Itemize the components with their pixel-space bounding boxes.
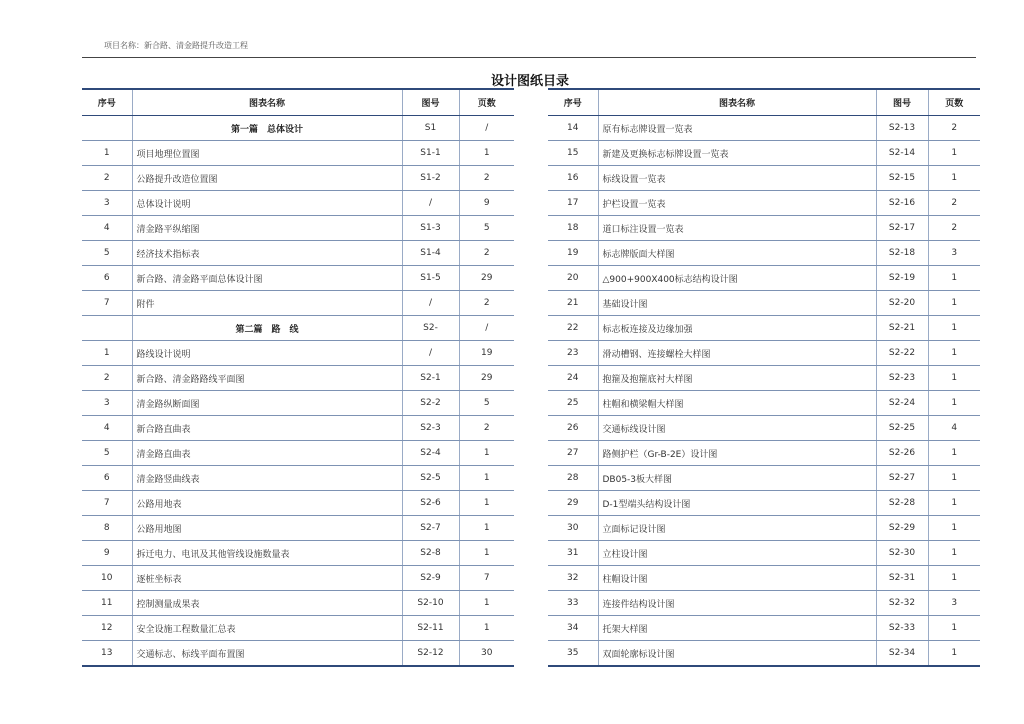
table-row <box>548 391 980 416</box>
cell-pages: 2 <box>928 191 980 216</box>
cell-seq: 7 <box>82 491 132 516</box>
cell-name: 抱箍及抱箍底衬大样图 <box>598 366 876 391</box>
table-row <box>548 116 980 141</box>
cell-seq: 28 <box>548 466 598 491</box>
cell-code: S2-8 <box>402 541 459 566</box>
cell-seq: 1 <box>82 341 132 366</box>
col-header-name: 图表名称 <box>132 89 402 116</box>
cell-name: 新合路、清金路平面总体设计图 <box>132 266 402 291</box>
cell-name: 公路提升改造位置图 <box>132 166 402 191</box>
cell-pages: 1 <box>459 441 514 466</box>
cell-pages: 9 <box>459 191 514 216</box>
cell-pages: 1 <box>928 541 980 566</box>
cell-code: S2-9 <box>402 566 459 591</box>
cell-seq: 30 <box>548 516 598 541</box>
cell-seq: 20 <box>548 266 598 291</box>
table-row <box>82 416 514 441</box>
cell-pages: 5 <box>459 391 514 416</box>
cell-name: 安全设施工程数量汇总表 <box>132 616 402 641</box>
cell-name: 项目地理位置图 <box>132 141 402 166</box>
cell-name: 第二篇 路 线 <box>132 316 402 341</box>
cell-seq: 1 <box>82 141 132 166</box>
table-row <box>548 366 980 391</box>
cell-code: S2-5 <box>402 466 459 491</box>
cell-pages: / <box>459 316 514 341</box>
cell-name: 清金路平纵缩图 <box>132 216 402 241</box>
cell-code: S2-29 <box>876 516 928 541</box>
section-row <box>82 316 514 341</box>
col-header-seq: 序号 <box>548 89 598 116</box>
cell-seq: 27 <box>548 441 598 466</box>
cell-name: 新合路、清金路路线平面图 <box>132 366 402 391</box>
table-row <box>82 366 514 391</box>
cell-name: 新合路直曲表 <box>132 416 402 441</box>
table-row <box>82 266 514 291</box>
cell-code: S2-21 <box>876 316 928 341</box>
cell-seq: 3 <box>82 391 132 416</box>
header-rule <box>82 57 976 58</box>
cell-seq <box>82 116 132 141</box>
cell-pages: 1 <box>928 466 980 491</box>
cell-name: 拆迁电力、电讯及其他管线设施数量表 <box>132 541 402 566</box>
table-row <box>82 166 514 191</box>
cell-pages: 30 <box>459 641 514 667</box>
cell-code: / <box>402 341 459 366</box>
cell-seq: 21 <box>548 291 598 316</box>
cell-name: 清金路竖曲线表 <box>132 466 402 491</box>
cell-code: S2-20 <box>876 291 928 316</box>
cell-name: △900+900X400标志结构设计图 <box>598 266 876 291</box>
cell-pages: 1 <box>928 341 980 366</box>
cell-seq: 17 <box>548 191 598 216</box>
cell-code: S2-13 <box>876 116 928 141</box>
cell-pages: 2 <box>459 416 514 441</box>
table-row <box>82 391 514 416</box>
cell-seq: 2 <box>82 366 132 391</box>
document-title: 设计图纸目录 <box>490 74 569 89</box>
cell-pages: 1 <box>459 141 514 166</box>
table-row <box>82 591 514 616</box>
table-row <box>82 241 514 266</box>
cell-seq: 5 <box>82 441 132 466</box>
cell-pages: 29 <box>459 266 514 291</box>
table-row <box>82 141 514 166</box>
cell-pages: 7 <box>459 566 514 591</box>
cell-pages: 1 <box>928 316 980 341</box>
cell-seq: 3 <box>82 191 132 216</box>
cell-name: 逐桩坐标表 <box>132 566 402 591</box>
cell-code: / <box>402 291 459 316</box>
cell-pages: 3 <box>928 241 980 266</box>
cell-seq: 16 <box>548 166 598 191</box>
toc-table-right <box>548 88 980 667</box>
cell-code: S2-32 <box>876 591 928 616</box>
cell-seq: 10 <box>82 566 132 591</box>
cell-code: S2-10 <box>402 591 459 616</box>
cell-seq: 34 <box>548 616 598 641</box>
cell-pages: / <box>459 116 514 141</box>
cell-code: S2-26 <box>876 441 928 466</box>
table-row <box>82 541 514 566</box>
cell-seq: 6 <box>82 266 132 291</box>
cell-name: D-1型端头结构设计图 <box>598 491 876 516</box>
cell-pages: 1 <box>928 441 980 466</box>
cell-seq: 14 <box>548 116 598 141</box>
table-row <box>548 341 980 366</box>
cell-name: 路线设计说明 <box>132 341 402 366</box>
cell-seq: 13 <box>82 641 132 667</box>
cell-name: 原有标志牌设置一览表 <box>598 116 876 141</box>
cell-code: S2-25 <box>876 416 928 441</box>
table-row <box>548 241 980 266</box>
cell-seq: 31 <box>548 541 598 566</box>
cell-seq: 9 <box>82 541 132 566</box>
cell-code: S2-33 <box>876 616 928 641</box>
header-row <box>548 89 980 116</box>
cell-code: S1 <box>402 116 459 141</box>
cell-pages: 2 <box>928 216 980 241</box>
cell-code: S2-1 <box>402 366 459 391</box>
cell-code: S2-3 <box>402 416 459 441</box>
cell-seq: 26 <box>548 416 598 441</box>
cell-code: S1-2 <box>402 166 459 191</box>
cell-code: S2-16 <box>876 191 928 216</box>
cell-name: 护栏设置一览表 <box>598 191 876 216</box>
cell-seq: 24 <box>548 366 598 391</box>
cell-code: S1-5 <box>402 266 459 291</box>
cell-pages: 4 <box>928 416 980 441</box>
cell-code: S2-19 <box>876 266 928 291</box>
cell-seq: 23 <box>548 341 598 366</box>
col-header-code: 图号 <box>402 89 459 116</box>
cell-name: 标志板连接及边缘加强 <box>598 316 876 341</box>
cell-pages: 1 <box>459 491 514 516</box>
table-row <box>82 466 514 491</box>
cell-name: 总体设计说明 <box>132 191 402 216</box>
table-row <box>548 316 980 341</box>
cell-name: 连接件结构设计图 <box>598 591 876 616</box>
cell-pages: 1 <box>459 591 514 616</box>
cell-pages: 2 <box>459 241 514 266</box>
table-row <box>82 441 514 466</box>
cell-name: DB05-3板大样图 <box>598 466 876 491</box>
cell-seq: 7 <box>82 291 132 316</box>
table-row <box>82 491 514 516</box>
cell-name: 交通标线设计图 <box>598 416 876 441</box>
cell-seq: 33 <box>548 591 598 616</box>
cell-pages: 3 <box>928 591 980 616</box>
cell-name: 第一篇 总体设计 <box>132 116 402 141</box>
cell-name: 滑动槽钢、连接螺栓大样图 <box>598 341 876 366</box>
cell-pages: 1 <box>928 391 980 416</box>
table-row <box>82 516 514 541</box>
cell-code: S2-7 <box>402 516 459 541</box>
table-row <box>548 141 980 166</box>
cell-pages: 1 <box>459 466 514 491</box>
cell-seq: 5 <box>82 241 132 266</box>
cell-name: 新建及更换标志标牌设置一览表 <box>598 141 876 166</box>
cell-seq: 22 <box>548 316 598 341</box>
table-row <box>548 291 980 316</box>
cell-name: 立面标记设计图 <box>598 516 876 541</box>
cell-code: S2- <box>402 316 459 341</box>
cell-pages: 1 <box>928 616 980 641</box>
cell-name: 公路用地图 <box>132 516 402 541</box>
cell-pages: 29 <box>459 366 514 391</box>
col-header-code: 图号 <box>876 89 928 116</box>
table-row <box>548 441 980 466</box>
cell-name: 柱帽和横梁帽大样图 <box>598 391 876 416</box>
cell-seq: 12 <box>82 616 132 641</box>
cell-seq: 2 <box>82 166 132 191</box>
cell-code: S2-22 <box>876 341 928 366</box>
cell-name: 经济技术指标表 <box>132 241 402 266</box>
cell-seq: 6 <box>82 466 132 491</box>
table-row <box>82 341 514 366</box>
table-row <box>548 216 980 241</box>
cell-code: S2-6 <box>402 491 459 516</box>
cell-seq <box>82 316 132 341</box>
cell-pages: 2 <box>459 166 514 191</box>
table-row <box>82 566 514 591</box>
cell-pages: 1 <box>928 291 980 316</box>
cell-pages: 2 <box>928 116 980 141</box>
cell-name: 柱帽设计图 <box>598 566 876 591</box>
table-row <box>548 566 980 591</box>
cell-seq: 4 <box>82 416 132 441</box>
cell-name: 双面轮廓标设计图 <box>598 641 876 667</box>
table-row <box>548 416 980 441</box>
toc-table-left <box>82 88 514 667</box>
cell-seq: 25 <box>548 391 598 416</box>
cell-name: 道口标注设置一览表 <box>598 216 876 241</box>
section-row <box>82 116 514 141</box>
cell-code: S1-4 <box>402 241 459 266</box>
cell-code: S2-30 <box>876 541 928 566</box>
cell-code: S1-1 <box>402 141 459 166</box>
cell-code: S2-12 <box>402 641 459 667</box>
cell-seq: 18 <box>548 216 598 241</box>
cell-name: 路侧护栏（Gr-B-2E）设计图 <box>598 441 876 466</box>
cell-pages: 1 <box>928 141 980 166</box>
cell-code: S2-15 <box>876 166 928 191</box>
cell-seq: 11 <box>82 591 132 616</box>
col-header-seq: 序号 <box>82 89 132 116</box>
cell-pages: 1 <box>928 516 980 541</box>
cell-pages: 1 <box>459 541 514 566</box>
col-header-pages: 页数 <box>459 89 514 116</box>
cell-code: S2-2 <box>402 391 459 416</box>
table-row <box>82 616 514 641</box>
cell-pages: 2 <box>459 291 514 316</box>
table-row <box>548 541 980 566</box>
cell-code: S2-27 <box>876 466 928 491</box>
cell-seq: 19 <box>548 241 598 266</box>
cell-pages: 5 <box>459 216 514 241</box>
cell-name: 基础设计图 <box>598 291 876 316</box>
cell-name: 控制测量成果表 <box>132 591 402 616</box>
cell-name: 清金路纵断面图 <box>132 391 402 416</box>
cell-pages: 1 <box>928 166 980 191</box>
cell-code: / <box>402 191 459 216</box>
table-row <box>548 166 980 191</box>
cell-code: S1-3 <box>402 216 459 241</box>
cell-name: 标志牌版面大样图 <box>598 241 876 266</box>
cell-pages: 19 <box>459 341 514 366</box>
cell-code: S2-14 <box>876 141 928 166</box>
project-name: 项目名称：新合路、清金路提升改造工程 <box>104 41 248 50</box>
cell-seq: 8 <box>82 516 132 541</box>
cell-code: S2-24 <box>876 391 928 416</box>
table-row <box>548 491 980 516</box>
cell-pages: 1 <box>928 366 980 391</box>
cell-seq: 29 <box>548 491 598 516</box>
cell-pages: 1 <box>928 566 980 591</box>
table-row <box>82 191 514 216</box>
cell-code: S2-23 <box>876 366 928 391</box>
cell-name: 清金路直曲表 <box>132 441 402 466</box>
cell-code: S2-34 <box>876 641 928 667</box>
cell-seq: 35 <box>548 641 598 667</box>
cell-pages: 1 <box>459 616 514 641</box>
cell-code: S2-31 <box>876 566 928 591</box>
table-row <box>548 516 980 541</box>
cell-code: S2-28 <box>876 491 928 516</box>
cell-name: 标线设置一览表 <box>598 166 876 191</box>
cell-name: 交通标志、标线平面布置图 <box>132 641 402 667</box>
cell-name: 公路用地表 <box>132 491 402 516</box>
table-row <box>548 266 980 291</box>
cell-code: S2-11 <box>402 616 459 641</box>
table-row <box>548 641 980 667</box>
col-header-name: 图表名称 <box>598 89 876 116</box>
cell-code: S2-17 <box>876 216 928 241</box>
table-row <box>548 191 980 216</box>
cell-name: 立柱设计图 <box>598 541 876 566</box>
table-row <box>82 216 514 241</box>
cell-seq: 15 <box>548 141 598 166</box>
cell-pages: 1 <box>928 491 980 516</box>
table-row <box>548 616 980 641</box>
table-row <box>82 291 514 316</box>
cell-seq: 4 <box>82 216 132 241</box>
cell-name: 附件 <box>132 291 402 316</box>
table-row <box>548 466 980 491</box>
cell-pages: 1 <box>928 641 980 667</box>
table-row <box>82 641 514 667</box>
cell-seq: 32 <box>548 566 598 591</box>
cell-code: S2-18 <box>876 241 928 266</box>
col-header-pages: 页数 <box>928 89 980 116</box>
cell-code: S2-4 <box>402 441 459 466</box>
table-row <box>548 591 980 616</box>
cell-pages: 1 <box>459 516 514 541</box>
cell-pages: 1 <box>928 266 980 291</box>
cell-name: 托架大样图 <box>598 616 876 641</box>
header-row <box>82 89 514 116</box>
